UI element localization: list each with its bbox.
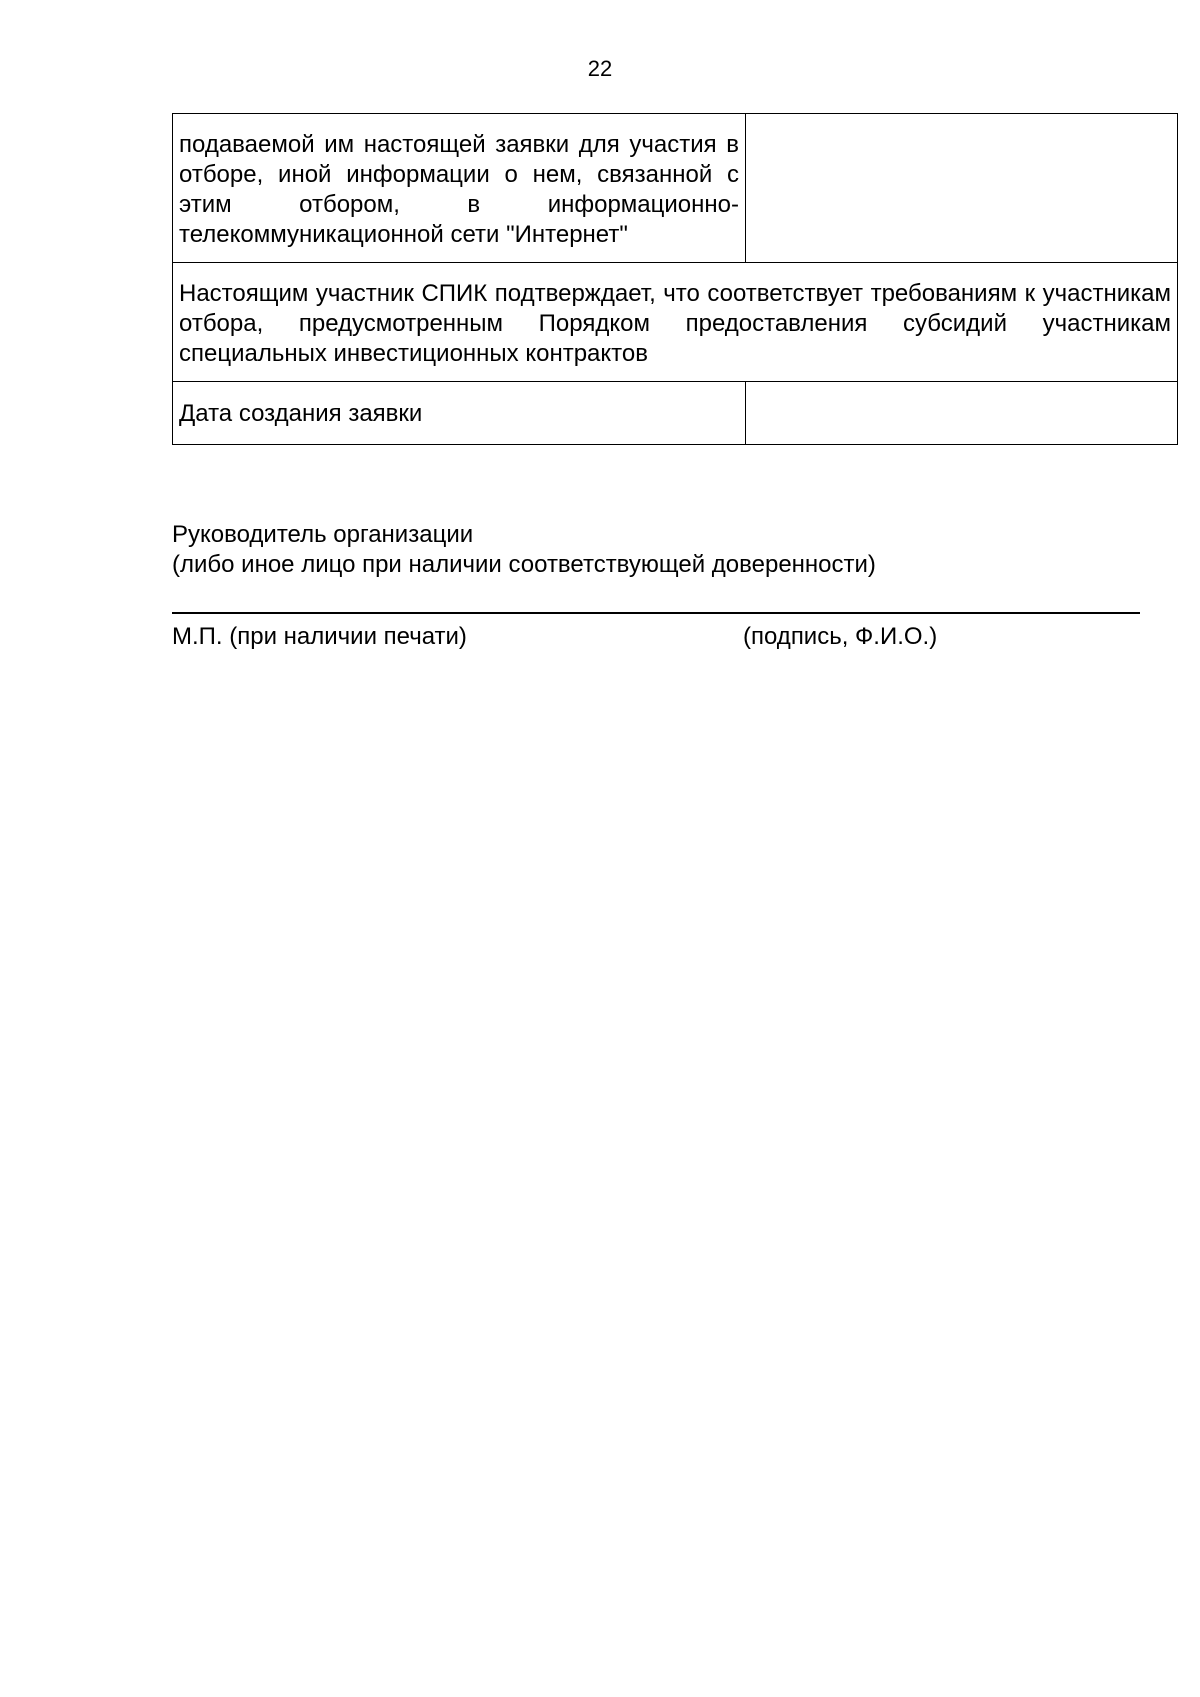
- signature-line[interactable]: [172, 612, 1140, 614]
- table-row: [173, 382, 1178, 445]
- table-row: [173, 263, 1178, 382]
- publication-consent-label: подаваемой им настоящей заявки для участия в отборе, иной информации о нем, связанной с этим отбором, в информационно-телекоммуникационной сети "Интернет": [179, 131, 739, 248]
- signatory-title: Руководитель организации: [172, 521, 474, 548]
- creation-date-label-cell: [173, 382, 746, 445]
- compliance-statement: Настоящим участник СПИК подтверждает, что соответствует требованиям к участникам отбора, предусмотренным Порядком предоставления субсидий участникам специальных инвестиционных контрактов: [179, 280, 1171, 367]
- stamp-caption: М.П. (при наличии печати): [172, 623, 467, 650]
- page-number: 22: [587, 56, 613, 81]
- sign-caption: (подпись, Ф.И.О.): [743, 623, 938, 650]
- publication-consent-label-cell: [173, 114, 746, 263]
- creation-date-value-cell[interactable]: [746, 382, 1178, 445]
- table-row: [173, 114, 1178, 263]
- signatory-subtitle: (либо иное лицо при наличии соответствующей доверенности): [172, 551, 876, 578]
- signature-block: [172, 520, 1140, 580]
- creation-date-label: Дата создания заявки: [179, 400, 423, 427]
- publication-consent-value-cell[interactable]: [746, 114, 1178, 263]
- compliance-statement-cell: [173, 263, 1178, 382]
- publication-consent-value[interactable]: [746, 114, 1177, 142]
- application-form-table: [172, 113, 1178, 445]
- creation-date-value[interactable]: [746, 382, 1177, 414]
